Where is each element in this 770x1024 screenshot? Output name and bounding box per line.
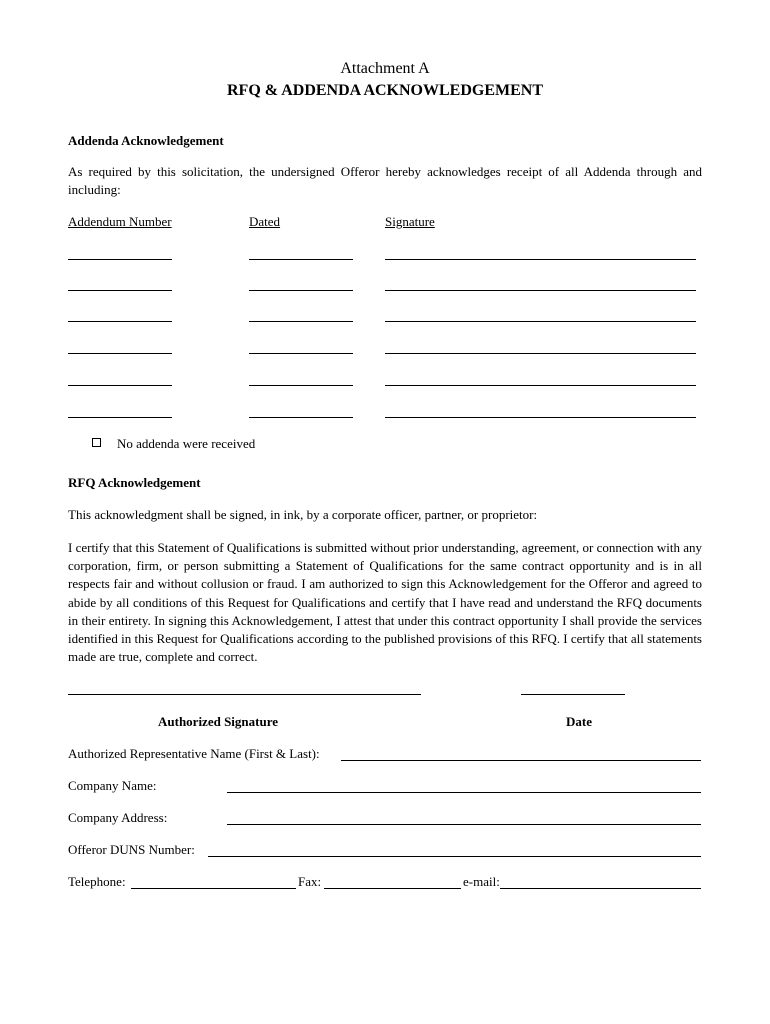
column-addendum-number: Addendum Number bbox=[68, 214, 172, 229]
attachment-label: Attachment A bbox=[340, 60, 430, 77]
addenda-heading: Addenda Acknowledgement bbox=[68, 133, 224, 148]
addendum-number-line[interactable] bbox=[68, 385, 172, 386]
no-addenda-checkbox[interactable] bbox=[92, 438, 101, 447]
duns-label: Offeror DUNS Number: bbox=[68, 842, 195, 857]
addendum-number-line[interactable] bbox=[68, 417, 172, 418]
fax-field[interactable] bbox=[324, 888, 461, 889]
company-name-field[interactable] bbox=[227, 792, 701, 793]
addenda-intro: As required by this solicitation, the undersigned Offeror hereby acknowledges receipt of all Addenda through and including: bbox=[68, 164, 702, 198]
dated-line[interactable] bbox=[249, 417, 353, 418]
addendum-number-line[interactable] bbox=[68, 353, 172, 354]
signature-line[interactable] bbox=[385, 385, 696, 386]
signature-line[interactable] bbox=[385, 259, 696, 260]
no-addenda-label: No addenda were received bbox=[117, 436, 256, 451]
rfq-instruction: This acknowledgment shall be signed, in ink, by a corporate officer, partner, or proprietor: bbox=[68, 507, 538, 522]
page-title: RFQ & ADDENDA ACKNOWLEDGEMENT bbox=[226, 82, 544, 99]
duns-field[interactable] bbox=[208, 856, 701, 857]
addendum-number-line[interactable] bbox=[68, 259, 172, 260]
addendum-number-line[interactable] bbox=[68, 290, 172, 291]
rep-name-label: Authorized Representative Name (First & Last): bbox=[68, 746, 320, 761]
column-dated: Dated bbox=[249, 214, 281, 229]
rfq-heading: RFQ Acknowledgement bbox=[68, 475, 201, 490]
signature-line[interactable] bbox=[385, 353, 696, 354]
signature-line[interactable] bbox=[385, 321, 696, 322]
company-address-field[interactable] bbox=[227, 824, 701, 825]
dated-line[interactable] bbox=[249, 385, 353, 386]
fax-label: Fax: bbox=[298, 874, 322, 889]
authorized-signature-label: Authorized Signature bbox=[158, 714, 279, 729]
company-name-label: Company Name: bbox=[68, 778, 157, 793]
date-line[interactable] bbox=[521, 694, 625, 695]
email-field[interactable] bbox=[500, 888, 701, 889]
dated-line[interactable] bbox=[249, 290, 353, 291]
signature-line[interactable] bbox=[385, 417, 696, 418]
telephone-field[interactable] bbox=[131, 888, 296, 889]
dated-line[interactable] bbox=[249, 259, 353, 260]
dated-line[interactable] bbox=[249, 321, 353, 322]
signature-line[interactable] bbox=[385, 290, 696, 291]
date-label: Date bbox=[566, 714, 592, 729]
addendum-number-line[interactable] bbox=[68, 321, 172, 322]
authorized-signature-line[interactable] bbox=[68, 694, 421, 695]
column-signature: Signature bbox=[385, 214, 435, 229]
telephone-label: Telephone: bbox=[68, 874, 126, 889]
company-address-label: Company Address: bbox=[68, 810, 168, 825]
rep-name-field[interactable] bbox=[341, 760, 701, 761]
certification-text: I certify that this Statement of Qualifications is submitted without prior understanding, agreement, or connection with any corporation, firm, or person submitting a Statement of Qualifications for the same contract opportunity and is in all respects fair and without collusion or fraud. I am authorized to sign this Acknowledgement for the Offeror and agreed to abide by all conditions of this Request for Qualifications and certify that I have read and understand the RFQ documents in their entirety. In signing this Acknowledgement, I attest that under this contract opportunity I shall provide the services identified in this Request for Qualifications according to the published provisions of this RFQ. I certify that all statements made are true, complete and correct. bbox=[68, 540, 702, 665]
dated-line[interactable] bbox=[249, 353, 353, 354]
email-label: e-mail: bbox=[463, 874, 500, 889]
